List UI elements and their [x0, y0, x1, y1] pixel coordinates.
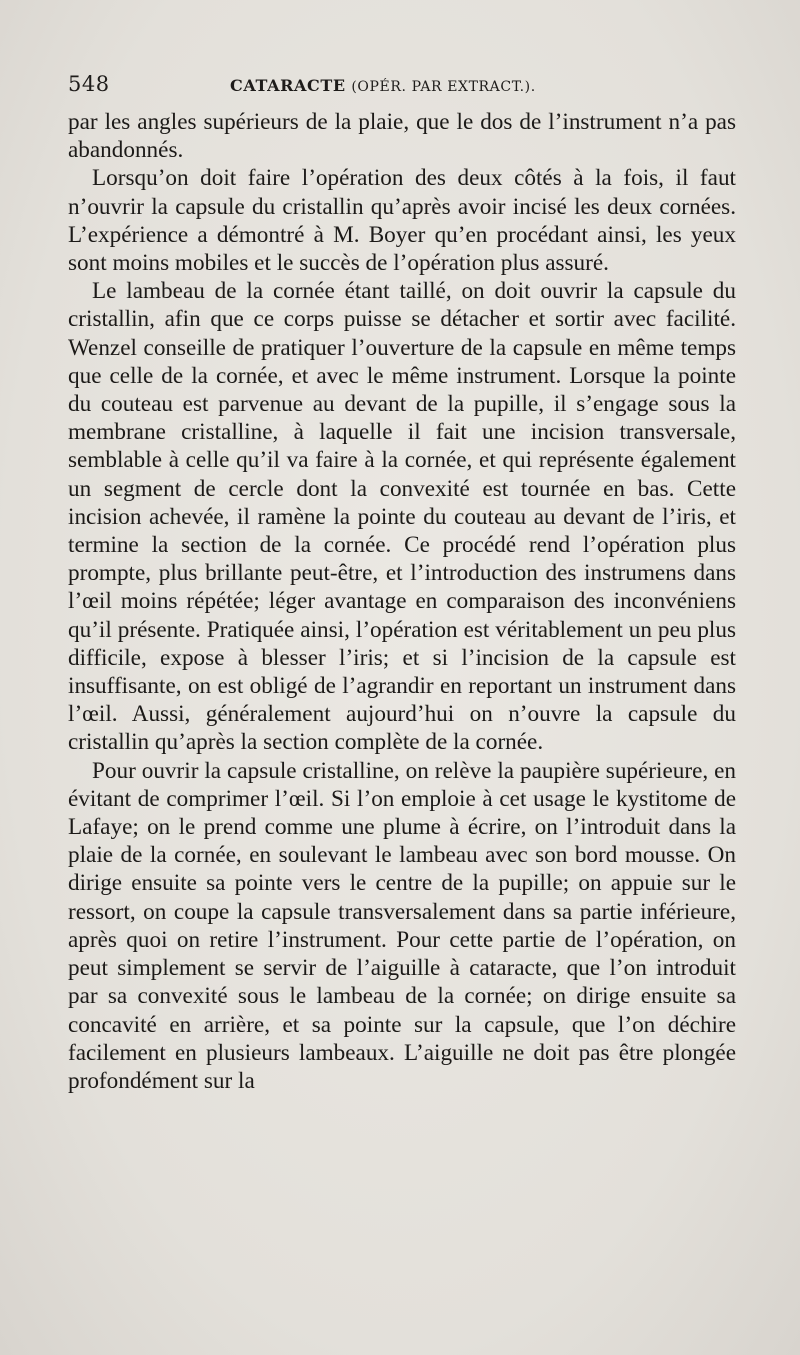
- page-header: [68, 72, 732, 104]
- paragraph-continued: par les angles supérieurs de la plaie, que le dos de l’instrument n’a pas abandonnés.: [68, 109, 736, 164]
- page-number: 548: [68, 72, 110, 96]
- body-text: [68, 108, 736, 1095]
- running-head-title: CATARACTE: [230, 76, 346, 95]
- running-head: [230, 76, 536, 95]
- paragraph: Pour ouvrir la capsule cristalline, on relève la paupière supérieure, en évitant de comprimer l’œil. Si l’on emploie à cet usage le kystitome de Lafaye; on le prend comme une plume à écrire, on l’introduit dans la plaie de la cornée, en soulevant le lambeau avec son bord mousse. On dirige ensuite sa pointe vers le centre de la pupille; on appuie sur le ressort, on coupe la capsule transversalement dans sa partie inférieure, après quoi on retire l’instrument. Pour cette partie de l’opération, on peut simplement se servir de l’aiguille à cataracte, que l’on introduit par sa convexité sous le lambeau de la cornée; on dirige ensuite sa concavité en arrière, et sa pointe sur la capsule, que l’on déchire facilement en plusieurs lambeaux. L’aiguille ne doit pas être plongée profondément sur la: [68, 757, 736, 1094]
- paragraph: Le lambeau de la cornée étant taillé, on doit ouvrir la capsule du cristallin, afin que ce corps puisse se détacher et sortir avec facilité. Wenzel conseille de pratiquer l’ouverture de la capsule en même temps que celle de la cornée, et avec le même instrument. Lorsque la pointe du couteau est parvenue au devant de la pupille, il s’engage sous la membrane cristalline, à laquelle il fait une incision transversale, semblable à celle qu’il va faire à la cornée, et qui représente également un segment de cercle dont la convexité est tournée en bas. Cette incision achevée, il ramène la pointe du couteau au devant de l’iris, et termine la section de la cornée. Ce procédé rend l’opération plus prompte, plus brillante peut-être, et l’introduction des instrumens dans l’œil moins répétée; léger avantage en comparaison des inconvéniens qu’il présente. Pratiquée ainsi, l’opération est véritablement un peu plus difficile, expose à blesser l’iris; et si l’incision de la capsule est insuffisante, on est obligé de l’agrandir en reportant un instrument dans l’œil. Aussi, généralement aujourd’hui on n’ouvre la capsule du cristallin qu’après la section complète de la cornée.: [68, 278, 736, 756]
- running-head-subtitle: (OPÉR. PAR EXTRACT.).: [351, 79, 536, 95]
- paragraph: Lorsqu’on doit faire l’opération des deux côtés à la fois, il faut n’ouvrir la capsule du cristallin qu’après avoir incisé les deux cornées. L’expérience a démontré à M. Boyer qu’en procédant ainsi, les yeux sont moins mobiles et le succès de l’opération plus assuré.: [68, 165, 736, 277]
